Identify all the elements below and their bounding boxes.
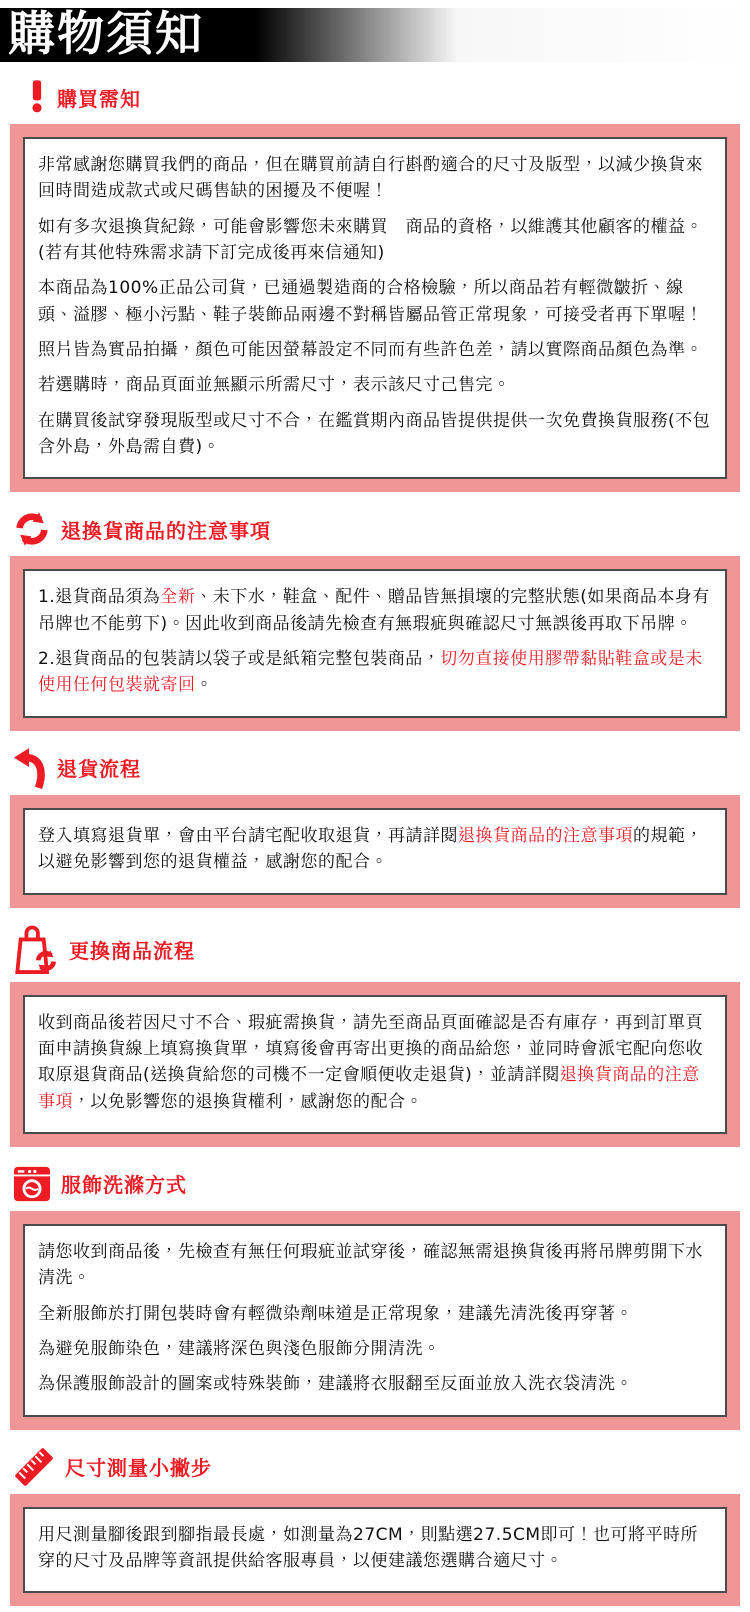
panel-inner	[23, 1224, 727, 1417]
text-segment: 的規範，以避免影響到您的退貨權益，感謝您的配合。	[38, 825, 703, 873]
panel-inner	[23, 808, 727, 895]
text-segment: 收到商品後若因尺寸不合、瑕疵需換貨，請先至商品頁面確認是否有庫存，再到訂單頁面申請換貨線上填寫換貨單，填寫後會再寄出更換的商品給您，並同時會派宅配向您收取原退貨商品(送換貨給您的司機不一定會順便收走退貨)，並請詳閱	[38, 1012, 703, 1086]
paragraph	[38, 408, 712, 461]
text-segment: 2.退貨商品的包裝請以袋子或是紙箱完整包裝商品，	[38, 649, 441, 670]
text-segment: 全新服飾於打開包裝時會有輕微染劑味道是正常現象，建議先清洗後再穿著。	[38, 1303, 633, 1324]
section-header-size-measuring-tips	[0, 1446, 750, 1488]
return-exchange-notes-panel	[10, 556, 740, 730]
paragraph	[38, 1522, 712, 1575]
text-segment-red: 退換貨商品的注意事項	[458, 825, 633, 846]
section-header-return-exchange-notes	[0, 508, 750, 550]
paragraph	[38, 152, 712, 205]
panel-inner	[23, 569, 727, 717]
section-header-washing-instructions	[0, 1163, 750, 1205]
page-banner	[0, 8, 750, 62]
text-segment: ，以免影響您的退換貨權利，感謝您的配合。	[73, 1091, 423, 1112]
text-segment: 照片皆為實品拍攝，顏色可能因螢幕設定不同而有些許色差，請以實際商品顏色為準。	[38, 340, 703, 361]
paragraph	[38, 372, 712, 398]
panel-inner	[23, 137, 727, 479]
section-title: 購買需知	[57, 86, 141, 111]
text-segment: 1.退貨商品須為	[38, 587, 161, 608]
text-segment-red: 退換貨商品的注意事項	[38, 1065, 700, 1112]
text-segment: 、未下水，鞋盒、配件、贈品皆無損壞的完整狀態(如果商品本身有吊牌也不能剪下)。因此收到商品後請先檢查有無瑕疵與確認尺寸無誤後再取下吊牌。	[38, 587, 710, 634]
panel-inner	[23, 1507, 727, 1594]
washing-machine-icon	[13, 1165, 51, 1203]
bag-exchange-icon	[13, 924, 59, 976]
section-title: 尺寸測量小撇步	[65, 1456, 212, 1481]
section-title: 更換商品流程	[69, 939, 195, 963]
ruler-icon	[13, 1446, 55, 1488]
paragraph	[38, 823, 712, 876]
exclamation-icon	[27, 79, 47, 115]
paragraph	[38, 646, 712, 699]
paragraph	[38, 337, 712, 363]
paragraph	[38, 275, 712, 328]
paragraph	[38, 1301, 712, 1327]
washing-instructions-panel	[10, 1211, 740, 1430]
text-segment: 登入填寫退貨單，會由平台請宅配收取退貨，再請詳閱	[38, 825, 458, 846]
purchase-notice-panel	[10, 124, 740, 492]
text-segment: 如有多次退換貨紀錄，可能會影響您未來購買 商品的資格，以維護其他顧客的權益。(若有其他特殊需求請下訂完成後再來信通知)	[38, 216, 703, 264]
exchange-process-panel	[10, 982, 740, 1147]
text-segment: 本商品為100%正品公司貨，已通過製造商的合格檢驗，所以商品若有輕微皺折、線頭、溢膠、極小污點、鞋子裝飾品兩邊不對稱皆屬品管正常現象，可接受者再下單喔！	[38, 278, 703, 325]
paragraph	[38, 1336, 712, 1362]
page-title: 購物須知	[8, 6, 204, 62]
return-process-panel	[10, 795, 740, 908]
return-arrow-icon	[13, 747, 47, 789]
section-title: 退換貨商品的注意事項	[61, 518, 271, 543]
paragraph	[38, 1239, 712, 1292]
section-title: 服飾洗滌方式	[61, 1173, 187, 1198]
text-segment: 在購買後試穿發現版型或尺寸不合，在鑑賞期內商品皆提供提供一次免費換貨服務(不包含外島，外島需自費)。	[38, 410, 711, 458]
text-segment: 請您收到商品後，先檢查有無任何瑕疵並試穿後，確認無需退換貨後再將吊牌剪開下水清洗。	[38, 1241, 703, 1289]
text-segment: 為避免服飾染色，建議將深色與淺色服飾分開清洗。	[38, 1338, 441, 1359]
paragraph	[38, 214, 712, 267]
section-header-exchange-process	[0, 924, 750, 976]
text-segment: 用尺測量腳後跟到腳指最長處，如測量為27CM，則點選27.5CM即可！也可將平時所穿的尺寸及品牌等資訊提供給客服專員，以便建議您選購合適尺寸。	[38, 1524, 699, 1571]
text-segment-red: 全新	[160, 587, 196, 608]
section-header-return-process	[0, 747, 750, 789]
section-title: 退貨流程	[57, 757, 141, 782]
refresh-icon	[13, 510, 51, 548]
panel-inner	[23, 995, 727, 1134]
text-segment-red: 切勿直接使用膠帶黏貼鞋盒或是未使用任何包裝就寄回	[38, 649, 703, 696]
text-segment: 為保護服飾設計的圖案或特殊裝飾，建議將衣服翻至反面並放入洗衣袋清洗。	[38, 1374, 633, 1395]
paragraph	[38, 1010, 712, 1115]
shopping-notice-page	[0, 8, 750, 1612]
size-measuring-tips-panel	[10, 1494, 740, 1607]
text-segment: 若選購時，商品頁面並無顯示所需尺寸，表示該尺寸己售完。	[38, 375, 511, 396]
section-header-purchase-notice	[0, 76, 750, 118]
paragraph	[38, 1371, 712, 1397]
paragraph	[38, 584, 712, 637]
text-segment: 非常感謝您購買我們的商品，但在購買前請自行斟酌適合的尺寸及版型，以減少換貨來回時間造成款式或尺碼售缺的困擾及不便喔！	[38, 155, 703, 202]
text-segment: 。	[195, 675, 213, 696]
